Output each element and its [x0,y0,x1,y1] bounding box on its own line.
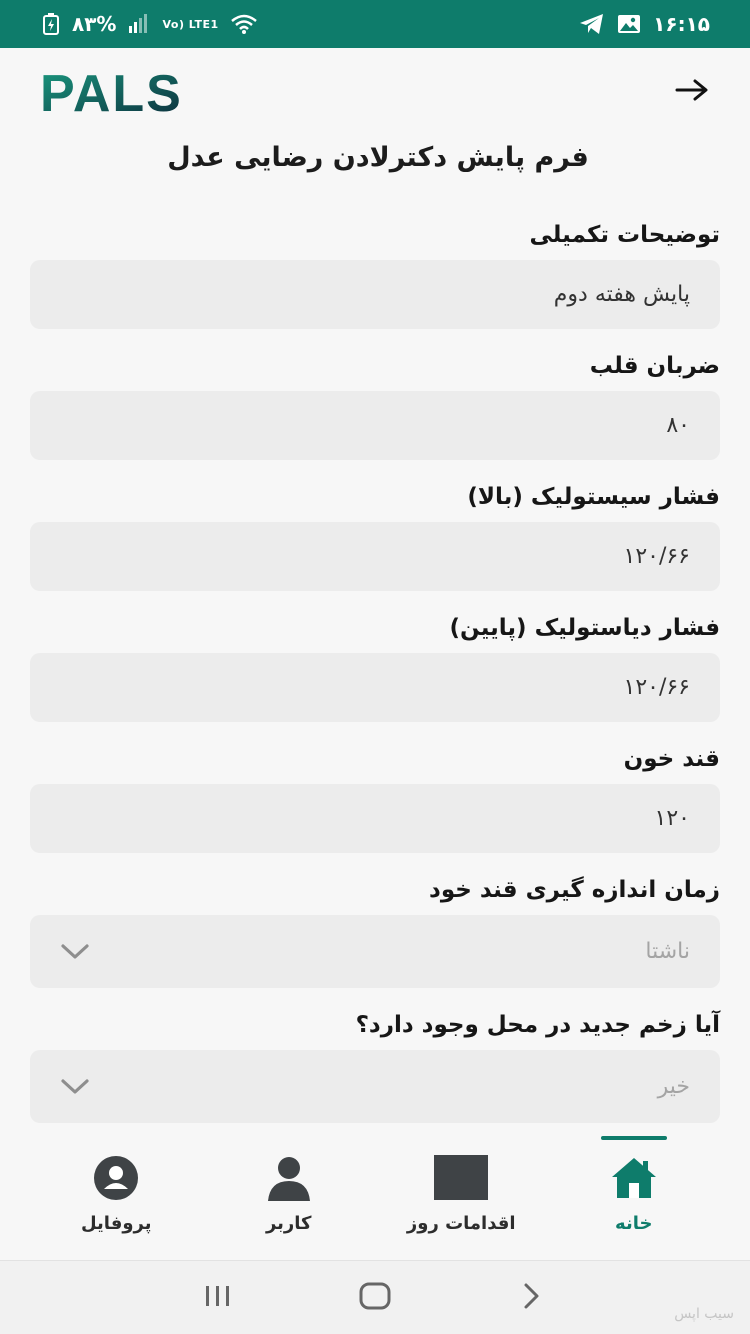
telegram-icon [579,13,605,35]
gallery-icon [617,14,641,34]
wifi-icon [231,14,257,34]
heart-rate-input-box[interactable] [30,391,720,460]
home-icon [611,1155,657,1201]
nav-daily-actions-label: اقدامات روز [406,1212,516,1234]
notes-field [30,210,720,329]
systolic-input-box[interactable] [30,522,720,591]
status-bar [0,0,750,48]
blood-sugar-input-box[interactable] [30,784,720,853]
nav-profile[interactable] [30,1128,203,1260]
chevron-down-icon [60,1078,90,1096]
notes-input[interactable] [60,282,690,307]
home-circle-icon [359,1282,391,1314]
systolic-field [30,472,720,591]
nav-profile-label: پروفایل [80,1212,152,1234]
arrow-right-icon [675,78,709,106]
home-system-button[interactable] [345,1268,405,1328]
diastolic-field [30,603,720,722]
watermark: سیب اپس [674,1306,734,1322]
diastolic-input-box[interactable] [30,653,720,722]
measurement-time-value: ناشتا [645,939,690,964]
new-wound-select[interactable] [30,1050,720,1123]
clock: ۱۶:۱۵ [653,12,710,36]
chevron-right-icon [522,1282,542,1314]
nav-daily-actions[interactable] [375,1128,548,1260]
notes-label: توضیحات تکمیلی [529,222,720,248]
user-icon [266,1155,312,1201]
measurement-time-field [30,865,720,988]
profile-icon [93,1155,139,1201]
nav-home-label: خانه [615,1212,653,1234]
monitoring-form [30,210,720,1135]
nav-user[interactable] [203,1128,376,1260]
new-wound-value: خیر [657,1074,690,1099]
form-title: فرم پایش دکترلادن رضایی عدل [167,142,589,173]
systolic-input[interactable] [60,544,690,569]
system-nav [0,1260,750,1334]
back-button[interactable] [670,70,714,114]
blood-sugar-input[interactable] [60,806,690,831]
svg-text:PALS: PALS [40,69,183,115]
measurement-time-select[interactable] [30,915,720,988]
nav-user-label: کاربر [265,1212,312,1234]
bottom-nav [0,1128,750,1260]
network-type: Vo) LTE1 [162,17,219,31]
signal-icon [128,14,150,34]
new-wound-label: آیا زخم جدید در محل وجود دارد؟ [355,1012,720,1038]
chevron-down-icon [60,943,90,961]
heart-rate-field [30,341,720,460]
blood-sugar-label: قند خون [623,746,720,772]
diastolic-input[interactable] [60,675,690,700]
nav-home[interactable] [548,1128,721,1260]
recent-apps-button[interactable] [188,1268,248,1328]
square-icon [434,1155,488,1201]
status-right [579,12,710,36]
heart-rate-label: ضربان قلب [589,353,720,379]
app-header [0,48,750,136]
notes-input-box[interactable] [30,260,720,329]
pals-logo [40,69,200,115]
measurement-time-label: زمان اندازه گیری قند خود [429,877,720,903]
new-wound-field [30,1000,720,1123]
back-system-button[interactable] [502,1268,562,1328]
heart-rate-input[interactable] [60,413,690,438]
blood-sugar-field [30,734,720,853]
status-left [42,12,257,36]
diastolic-label: فشار دیاستولیک (پایین) [449,615,720,641]
systolic-label: فشار سیستولیک (بالا) [467,484,720,510]
battery-level: ٨٣% [72,12,117,36]
recent-apps-icon [203,1284,233,1312]
battery-icon [42,13,60,35]
